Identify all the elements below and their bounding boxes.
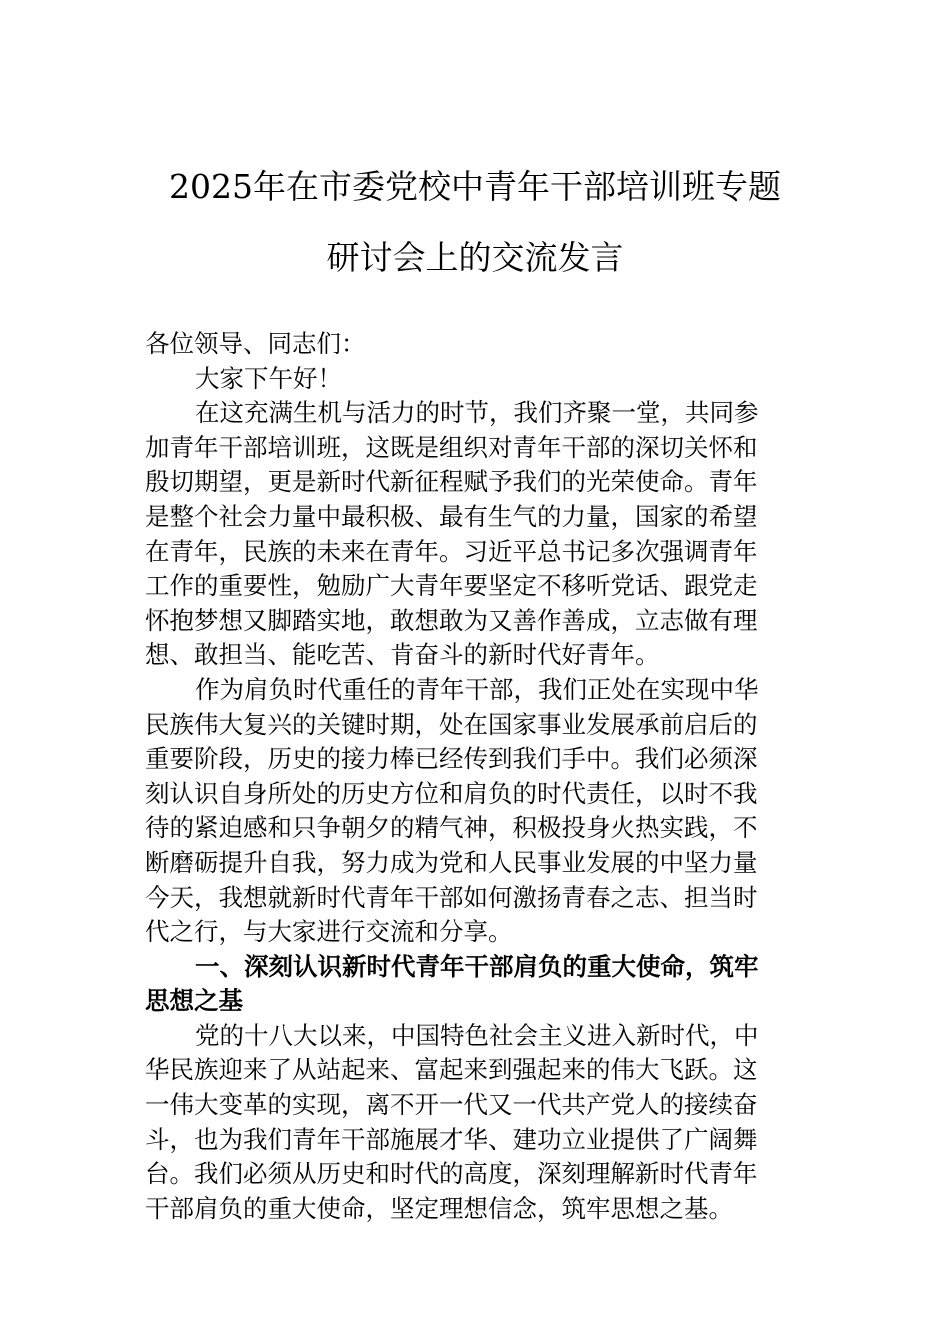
section-heading-line: 思想之基 (145, 986, 243, 1016)
body-text-line: 民族伟大复兴的关键时期，处在国家事业发展承前启后的 (145, 709, 758, 739)
body-text-line: 一伟大变革的实现，离不开一代又一代共产党人的接续奋 (145, 1090, 758, 1120)
body-text-line: 各位领导、同志们： (145, 329, 366, 358)
body-text-line: 待的紧迫感和只争朝夕的精气神，积极投身火热实践，不 (145, 813, 758, 843)
body-text-line: 重要阶段，历史的接力棒已经传到我们手中。我们必须深 (145, 744, 758, 774)
body-text-line: 怀抱梦想又脚踏实地，敢想敢为又善作善成，立志做有理 (145, 605, 758, 635)
body-text-line: 想、敢担当、能吃苦、肯奋斗的新时代好青年。 (145, 640, 660, 670)
body-text-line: 大家下午好！ (195, 363, 342, 393)
body-text-line: 断磨砺提升自我，努力成为党和人民事业发展的中坚力量 (145, 847, 758, 877)
body-text-line: 干部肩负的重大使命，坚定理想信念，筑牢思想之基。 (145, 1193, 733, 1223)
document-title-line-1: 2025年在市委党校中青年干部培训班专题 (169, 167, 781, 206)
body-text-line: 今天，我想就新时代青年干部如何激扬青春之志、担当时 (145, 882, 758, 912)
body-text-line: 代之行，与大家进行交流和分享。 (145, 917, 513, 947)
body-text-line: 斗，也为我们青年干部施展才华、建功立业提供了广阔舞 (145, 1124, 758, 1154)
body-text-line: 在青年，民族的未来在青年。习近平总书记多次强调青年 (145, 536, 758, 566)
section-heading-line: 一、深刻认识新时代青年干部肩负的重大使命，筑牢 (195, 951, 759, 981)
document-body (145, 327, 807, 1226)
body-text-line: 华民族迎来了从站起来、富起来到强起来的伟大飞跃。这 (145, 1055, 758, 1085)
body-text-line: 殷切期望，更是新时代新征程赋予我们的光荣使命。青年 (145, 467, 758, 497)
document-title-line-2: 研讨会上的交流发言 (326, 238, 624, 277)
body-text-line: 台。我们必须从历史和时代的高度，深刻理解新时代青年 (145, 1159, 758, 1189)
body-text-line: 在这充满生机与活力的时节，我们齐聚一堂，共同参 (195, 398, 759, 428)
body-text-line: 是整个社会力量中最积极、最有生气的力量，国家的希望 (145, 501, 758, 531)
body-text-line: 作为肩负时代重任的青年干部，我们正处在实现中华 (195, 674, 759, 704)
body-text-line: 刻认识自身所处的历史方位和肩负的时代责任，以时不我 (145, 778, 758, 808)
body-text-line: 工作的重要性，勉励广大青年要坚定不移听党话、跟党走 (145, 571, 758, 601)
body-text-line: 党的十八大以来，中国特色社会主义进入新时代，中 (195, 1020, 759, 1050)
body-text-line: 加青年干部培训班，这既是组织对青年干部的深切关怀和 (145, 432, 758, 462)
